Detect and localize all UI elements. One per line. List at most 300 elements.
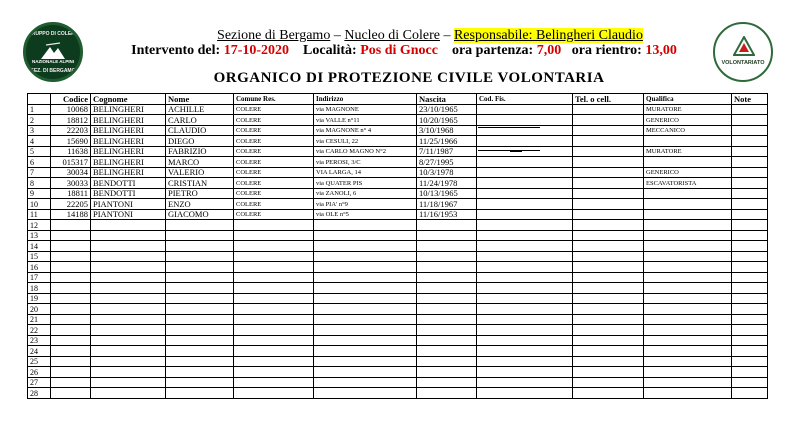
cell-indirizzo: via ZANOLI, 6 [314, 188, 417, 199]
cell-codfis [477, 199, 573, 210]
cell-comune [234, 346, 314, 357]
cell-indirizzo: via PIA' n°9 [314, 199, 417, 210]
cell-nome [166, 262, 234, 273]
cell-qualifica: GENERICO [644, 167, 732, 178]
cell-note [732, 262, 768, 273]
cell-note [732, 377, 768, 388]
cell-note [732, 125, 768, 136]
cell-cognome: BELINGHERI [91, 136, 166, 147]
cell-cognome [91, 356, 166, 367]
cell-nascita: 7/11/1987 [417, 146, 477, 157]
cell-nome [166, 346, 234, 357]
cell-qualifica [644, 346, 732, 357]
cell-qualifica [644, 314, 732, 325]
cell-n: 9 [28, 188, 51, 199]
cell-tel [573, 220, 644, 231]
cell-nascita [417, 325, 477, 336]
cell-note [732, 241, 768, 252]
partenza-value: 7,00 [536, 43, 562, 58]
cell-tel [573, 230, 644, 241]
cell-nome [166, 272, 234, 283]
cell-nome [166, 241, 234, 252]
column-header: Nome [166, 94, 234, 105]
table-row [28, 377, 768, 388]
cell-qualifica [644, 241, 732, 252]
cell-cognome [91, 346, 166, 357]
cell-comune: COLERE [234, 136, 314, 147]
cell-n: 26 [28, 367, 51, 378]
column-header: Comune Res. [234, 94, 314, 105]
cell-codfis [477, 314, 573, 325]
cell-qualifica [644, 325, 732, 336]
cell-tel [573, 199, 644, 210]
cell-n: 14 [28, 241, 51, 252]
cell-note [732, 304, 768, 315]
cell-comune [234, 220, 314, 231]
cell-comune [234, 262, 314, 273]
cell-comune [234, 335, 314, 346]
cell-nome: PIETRO [166, 188, 234, 199]
cell-indirizzo [314, 335, 417, 346]
cell-nascita [417, 367, 477, 378]
cell-nome: ENZO [166, 199, 234, 210]
cell-comune [234, 388, 314, 399]
cell-codice [51, 325, 91, 336]
cell-cognome [91, 367, 166, 378]
cell-n: 12 [28, 220, 51, 231]
cell-indirizzo [314, 325, 417, 336]
cell-n: 3 [28, 125, 51, 136]
table-row [28, 346, 768, 357]
cell-nome [166, 220, 234, 231]
cell-comune: COLERE [234, 115, 314, 126]
cell-n: 28 [28, 388, 51, 399]
cell-n: 2 [28, 115, 51, 126]
cell-tel [573, 167, 644, 178]
cell-nome: CLAUDIO [166, 125, 234, 136]
logo-right-text: VOLONTARIATO [721, 60, 765, 66]
cell-indirizzo [314, 293, 417, 304]
table-row [28, 125, 768, 136]
cell-qualifica [644, 251, 732, 262]
cell-qualifica [644, 293, 732, 304]
cell-codice: 10068 [51, 104, 91, 115]
cell-note [732, 178, 768, 189]
cell-codfis [477, 220, 573, 231]
intervento-value: 17-10-2020 [223, 43, 290, 58]
cell-tel [573, 346, 644, 357]
cell-tel [573, 146, 644, 157]
cell-nome: VALERIO [166, 167, 234, 178]
cell-nome [166, 293, 234, 304]
cell-n: 5 [28, 146, 51, 157]
cell-note [732, 146, 768, 157]
cell-codice [51, 335, 91, 346]
table-row [28, 283, 768, 294]
cell-cognome [91, 325, 166, 336]
cell-indirizzo [314, 377, 417, 388]
cell-cognome: BELINGHERI [91, 104, 166, 115]
cell-qualifica [644, 377, 732, 388]
cell-tel [573, 136, 644, 147]
cell-cognome: BENDOTTI [91, 188, 166, 199]
cell-codice: 22205 [51, 199, 91, 210]
nucleo-text: Nucleo di Colere [344, 28, 440, 43]
cell-codice [51, 230, 91, 241]
cell-note [732, 136, 768, 147]
cell-codfis [477, 146, 573, 157]
cell-codice: 015317 [51, 157, 91, 168]
table-row [28, 115, 768, 126]
cell-codice: 18811 [51, 188, 91, 199]
cell-nome: CRISTIAN [166, 178, 234, 189]
cell-n: 11 [28, 209, 51, 220]
cell-nascita: 11/24/1978 [417, 178, 477, 189]
cell-note [732, 167, 768, 178]
cell-qualifica: MURATORE [644, 104, 732, 115]
cell-indirizzo [314, 283, 417, 294]
cell-nome [166, 304, 234, 315]
cell-nascita: 11/16/1953 [417, 209, 477, 220]
cell-codfis [477, 262, 573, 273]
cell-cognome: BENDOTTI [91, 178, 166, 189]
cell-nome [166, 230, 234, 241]
table-row [28, 367, 768, 378]
cell-codfis [477, 367, 573, 378]
cell-note [732, 293, 768, 304]
cell-tel [573, 356, 644, 367]
cell-tel [573, 388, 644, 399]
cell-nome: ACHILLE [166, 104, 234, 115]
cell-nascita [417, 377, 477, 388]
cell-cognome: PIANTONI [91, 199, 166, 210]
cell-nome [166, 388, 234, 399]
cell-nome: MARCO [166, 157, 234, 168]
localita-label: Località: [303, 43, 361, 58]
cell-cognome [91, 272, 166, 283]
cell-tel [573, 125, 644, 136]
cell-indirizzo [314, 230, 417, 241]
cell-indirizzo: via QUATER PIS [314, 178, 417, 189]
cell-n: 7 [28, 167, 51, 178]
cell-n: 10 [28, 199, 51, 210]
table-row [28, 356, 768, 367]
cell-nascita: 10/20/1965 [417, 115, 477, 126]
cell-codice [51, 272, 91, 283]
cell-codfis [477, 335, 573, 346]
codfis-dash [478, 127, 540, 128]
cell-n: 16 [28, 262, 51, 273]
cell-indirizzo [314, 314, 417, 325]
cell-indirizzo: via MAGNONE n° 4 [314, 125, 417, 136]
cell-qualifica [644, 262, 732, 273]
cell-nascita [417, 388, 477, 399]
cell-codfis [477, 356, 573, 367]
cell-indirizzo [314, 262, 417, 273]
cell-nome: DIEGO [166, 136, 234, 147]
cell-nome [166, 377, 234, 388]
table-row [28, 335, 768, 346]
cell-codice [51, 356, 91, 367]
column-header: Nascita [417, 94, 477, 105]
cell-nome [166, 325, 234, 336]
cell-n: 8 [28, 178, 51, 189]
table-row [28, 146, 768, 157]
document-title: ORGANICO DI PROTEZIONE CIVILE VOLONTARIA [213, 70, 605, 86]
cell-nascita [417, 241, 477, 252]
cell-tel [573, 335, 644, 346]
cell-codfis [477, 104, 573, 115]
cell-tel [573, 304, 644, 315]
cell-codice: 11638 [51, 146, 91, 157]
cell-n: 25 [28, 356, 51, 367]
cell-qualifica [644, 136, 732, 147]
cell-note [732, 220, 768, 231]
table-row [28, 241, 768, 252]
cell-comune: COLERE [234, 209, 314, 220]
cell-tel [573, 188, 644, 199]
cell-indirizzo [314, 220, 417, 231]
cell-indirizzo [314, 272, 417, 283]
cell-qualifica [644, 199, 732, 210]
cell-tel [573, 262, 644, 273]
cell-nome [166, 314, 234, 325]
table-row [28, 104, 768, 115]
cell-codfis [477, 178, 573, 189]
cell-n: 20 [28, 304, 51, 315]
cell-indirizzo [314, 367, 417, 378]
cell-note [732, 199, 768, 210]
column-header: Qualifica [644, 94, 732, 105]
cell-codfis [477, 388, 573, 399]
cell-comune [234, 367, 314, 378]
table-header-row [28, 94, 768, 105]
cell-qualifica: MECCANICO [644, 125, 732, 136]
cell-nome: GIACOMO [166, 209, 234, 220]
cell-indirizzo: via MAGNONE [314, 104, 417, 115]
cell-note [732, 367, 768, 378]
column-header: Indirizzo [314, 94, 417, 105]
cell-nome [166, 283, 234, 294]
cell-codfis [477, 251, 573, 262]
cell-cognome [91, 262, 166, 273]
cell-qualifica: GENERICO [644, 115, 732, 126]
table-row [28, 157, 768, 168]
cell-indirizzo: VIA LARGA, 14 [314, 167, 417, 178]
cell-cognome [91, 388, 166, 399]
cell-n: 13 [28, 230, 51, 241]
partenza-label: ora partenza: [451, 43, 537, 58]
column-header: Codice [51, 94, 91, 105]
cell-codice: 14188 [51, 209, 91, 220]
cell-qualifica [644, 283, 732, 294]
cell-codice [51, 262, 91, 273]
cell-nascita [417, 293, 477, 304]
cell-indirizzo [314, 346, 417, 357]
cell-qualifica [644, 272, 732, 283]
cell-cognome: BELINGHERI [91, 115, 166, 126]
cell-comune [234, 304, 314, 315]
table-row [28, 293, 768, 304]
cell-note [732, 356, 768, 367]
cell-nascita: 11/18/1967 [417, 199, 477, 210]
cell-n: 4 [28, 136, 51, 147]
cell-nascita: 8/27/1995 [417, 157, 477, 168]
cell-nascita [417, 335, 477, 346]
rientro-value: 13,00 [645, 43, 677, 58]
cell-n: 23 [28, 335, 51, 346]
cell-note [732, 314, 768, 325]
cell-qualifica [644, 335, 732, 346]
cell-tel [573, 178, 644, 189]
cell-nome [166, 335, 234, 346]
header-line-2 [0, 43, 800, 58]
table-row [28, 199, 768, 210]
cell-n: 19 [28, 293, 51, 304]
cell-nome [166, 356, 234, 367]
cell-comune: COLERE [234, 125, 314, 136]
cell-cognome [91, 241, 166, 252]
cell-tel [573, 104, 644, 115]
cell-codfis [477, 157, 573, 168]
cell-note [732, 346, 768, 357]
organico-table [27, 93, 768, 399]
cell-n: 1 [28, 104, 51, 115]
cell-qualifica: MURATORE [644, 146, 732, 157]
cell-codfis [477, 209, 573, 220]
cell-nascita [417, 251, 477, 262]
cell-cognome [91, 293, 166, 304]
cell-n: 15 [28, 251, 51, 262]
table-row [28, 325, 768, 336]
table-row [28, 220, 768, 231]
cell-indirizzo: via VALLE n°11 [314, 115, 417, 126]
cell-codice [51, 314, 91, 325]
table-row [28, 178, 768, 189]
cell-cognome: BELINGHERI [91, 167, 166, 178]
cell-nascita: 10/3/1978 [417, 167, 477, 178]
column-header: Note [732, 94, 768, 105]
cell-qualifica [644, 220, 732, 231]
cell-nascita [417, 262, 477, 273]
cell-comune [234, 314, 314, 325]
cell-codice [51, 304, 91, 315]
cell-codice [51, 388, 91, 399]
cell-cognome: BELINGHERI [91, 146, 166, 157]
cell-codice [51, 283, 91, 294]
cell-nome: FABRIZIO [166, 146, 234, 157]
cell-tel [573, 367, 644, 378]
cell-codice: 30033 [51, 178, 91, 189]
cell-cognome [91, 251, 166, 262]
responsabile-text: Responsabile: Belingheri Claudio [453, 28, 643, 43]
rientro-label: ora rientro: [571, 43, 646, 58]
cell-codice [51, 293, 91, 304]
cell-comune: COLERE [234, 199, 314, 210]
cell-qualifica [644, 230, 732, 241]
cell-comune: COLERE [234, 146, 314, 157]
cell-nascita [417, 304, 477, 315]
cell-tel [573, 283, 644, 294]
cell-note [732, 251, 768, 262]
cell-codice [51, 220, 91, 231]
cell-comune [234, 283, 314, 294]
cell-codice: 15690 [51, 136, 91, 147]
cell-comune [234, 356, 314, 367]
cell-comune: COLERE [234, 157, 314, 168]
cell-comune [234, 325, 314, 336]
cell-codfis [477, 167, 573, 178]
cell-comune [234, 251, 314, 262]
cell-nascita: 23/10/1965 [417, 104, 477, 115]
cell-comune: COLERE [234, 178, 314, 189]
cell-cognome: BELINGHERI [91, 157, 166, 168]
cell-note [732, 115, 768, 126]
cell-codfis [477, 283, 573, 294]
separator: – [439, 28, 454, 43]
cell-indirizzo [314, 304, 417, 315]
cell-tel [573, 293, 644, 304]
table-row [28, 388, 768, 399]
table-row [28, 262, 768, 273]
cell-comune [234, 230, 314, 241]
cell-cognome [91, 377, 166, 388]
codfis-dash [510, 151, 522, 152]
cell-qualifica [644, 209, 732, 220]
cell-cognome [91, 283, 166, 294]
logo-bottom-text: SEZ. DI BERGAMO [30, 68, 76, 74]
cell-note [732, 188, 768, 199]
cell-codfis [477, 377, 573, 388]
cell-nome: CARLO [166, 115, 234, 126]
cell-qualifica: ESCAVATORISTA [644, 178, 732, 189]
table-row [28, 136, 768, 147]
cell-tel [573, 115, 644, 126]
cell-cognome [91, 304, 166, 315]
table-row [28, 304, 768, 315]
cell-cognome [91, 335, 166, 346]
cell-tel [573, 157, 644, 168]
cell-codfis [477, 293, 573, 304]
cell-cognome: PIANTONI [91, 209, 166, 220]
table-row [28, 167, 768, 178]
localita-value: Pos di Gnocc [360, 43, 438, 58]
table-row [28, 188, 768, 199]
cell-codfis [477, 115, 573, 126]
cell-indirizzo: via CARLO MAGNO N°2 [314, 146, 417, 157]
table-row [28, 251, 768, 262]
sezione-text: Sezione di Bergamo [217, 28, 331, 43]
cell-note [732, 209, 768, 220]
cell-tel [573, 209, 644, 220]
column-header: Cod. Fis. [477, 94, 573, 105]
logo-top-text: GRUPPO DI COLERE [27, 31, 79, 37]
cell-codice [51, 377, 91, 388]
cell-cognome [91, 220, 166, 231]
cell-nascita [417, 346, 477, 357]
cell-codfis [477, 188, 573, 199]
cell-comune [234, 241, 314, 252]
cell-note [732, 388, 768, 399]
cell-comune: COLERE [234, 167, 314, 178]
table-row [28, 209, 768, 220]
cell-tel [573, 272, 644, 283]
cell-comune: COLERE [234, 104, 314, 115]
logo-center-text: NAZIONALE ALPINI [31, 59, 75, 64]
cell-comune [234, 293, 314, 304]
cell-nascita [417, 283, 477, 294]
cell-nome [166, 367, 234, 378]
